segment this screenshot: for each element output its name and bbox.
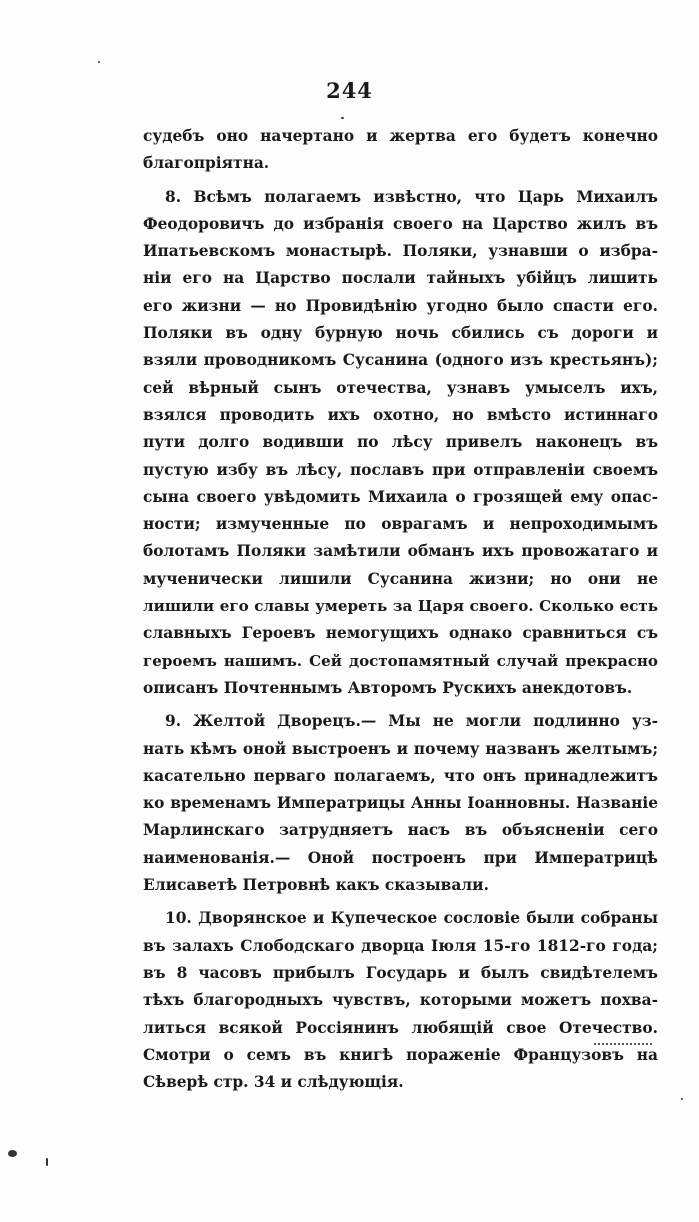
text-line: тѣхъ благородныхъ чувствъ, которыми можетъ похва- — [143, 991, 658, 1010]
note-9-heading-line: 9. Желтой Дворецъ.— Мы не могли подлинно уз- — [165, 712, 658, 731]
text-line: благопріятна. — [143, 154, 270, 173]
text-line: Феодоровичъ до избранія своего на Царство жилъ въ — [143, 214, 658, 233]
text-line: славныхъ Героевъ немогущихъ однако сравниться съ — [143, 624, 658, 643]
text-line: сей вѣрный сынъ отечества, узнавъ умыселъ ихъ, — [143, 378, 658, 397]
text-line: его жизни — но Провидѣнію угодно было спасти его. — [143, 296, 658, 315]
text-line: въ залахъ Слободскаго дворца Іюля 15-го 1812-го года; — [143, 936, 658, 955]
text-line: пустую избу въ лѣсу, пославъ при отправленіи своемъ — [143, 460, 658, 479]
text-line: литься всякой Россіянинъ любящій свое Отечество. — [143, 1018, 658, 1037]
scan-speck — [46, 1158, 48, 1166]
text-line: Смотри о семъ въ книгѣ пораженіе Французовъ на — [143, 1045, 658, 1064]
text-line: Поляки въ одну бурную ночь сбились съ дороги и — [143, 324, 658, 343]
end-ornament — [594, 1040, 652, 1045]
text-line: наименованія.— Оной построенъ при Императрицѣ — [143, 848, 658, 867]
text-line: взяли проводникомъ Сусанина (одного изъ крестьянъ); — [143, 351, 658, 370]
scan-speck — [681, 1098, 683, 1100]
note-10-heading-line: 10. Дворянское и Купеческое сословіе были собраны — [165, 909, 658, 928]
text-line: касательно перваго полагаемъ, что онъ принадлежитъ — [143, 766, 658, 785]
page-number: 244 — [326, 78, 373, 103]
scan-speck — [98, 61, 100, 63]
text-line: пути долго водивши по лѣсу привелъ наконецъ въ — [143, 433, 658, 452]
text-line: Сѣверѣ стр. 34 и слѣдующія. — [143, 1073, 404, 1092]
text-line: Ипатьевскомъ монастырѣ. Поляки, узнавши о избра- — [143, 242, 658, 261]
scan-speck — [341, 117, 344, 119]
note-8-heading-line: 8. Всѣмъ полагаемъ извѣстно, что Царь Михаилъ — [165, 187, 658, 206]
text-line: болотамъ Поляки замѣтили обманъ ихъ провожатаго и — [143, 542, 658, 561]
scan-speck — [8, 1150, 17, 1157]
page-body-text — [143, 123, 658, 1096]
text-line: сына своего увѣдомить Михаила о грозящей ему опас- — [143, 487, 658, 506]
text-line: описанъ Почтеннымъ Авторомъ Рускихъ анекдотовъ. — [143, 678, 633, 697]
text-line: взялся проводить ихъ охотно, но вмѣсто истиннаго — [143, 405, 658, 424]
text-line: нать кѣмъ оной выстроенъ и почему названъ желтымъ; — [143, 739, 658, 758]
text-line: Елисаветѣ Петровнѣ какъ сказывали. — [143, 876, 489, 895]
text-line: ко временамъ Императрицы Анны Іоанновны. Названіе — [143, 794, 658, 813]
text-line: ніи его на Царство послали тайныхъ убійцъ лишить — [143, 269, 658, 288]
text-line: Марлинскаго затрудняетъ насъ въ объясненіи сего — [143, 821, 658, 840]
text-line: въ 8 часовъ прибылъ Государь и былъ свидѣтелемъ — [143, 963, 658, 982]
text-line: героемъ нашимъ. Сей достопамятный случай прекрасно — [143, 651, 658, 670]
text-line: лишили его славы умереть за Царя своего. Сколько есть — [143, 597, 658, 616]
text-line: мученически лишили Сусанина жизни; но они не — [143, 569, 658, 588]
text-line: судебъ оно начертано и жертва его будетъ конечно — [143, 127, 658, 145]
text-line: ности; измученные по оврагамъ и непроходимымъ — [143, 515, 658, 534]
